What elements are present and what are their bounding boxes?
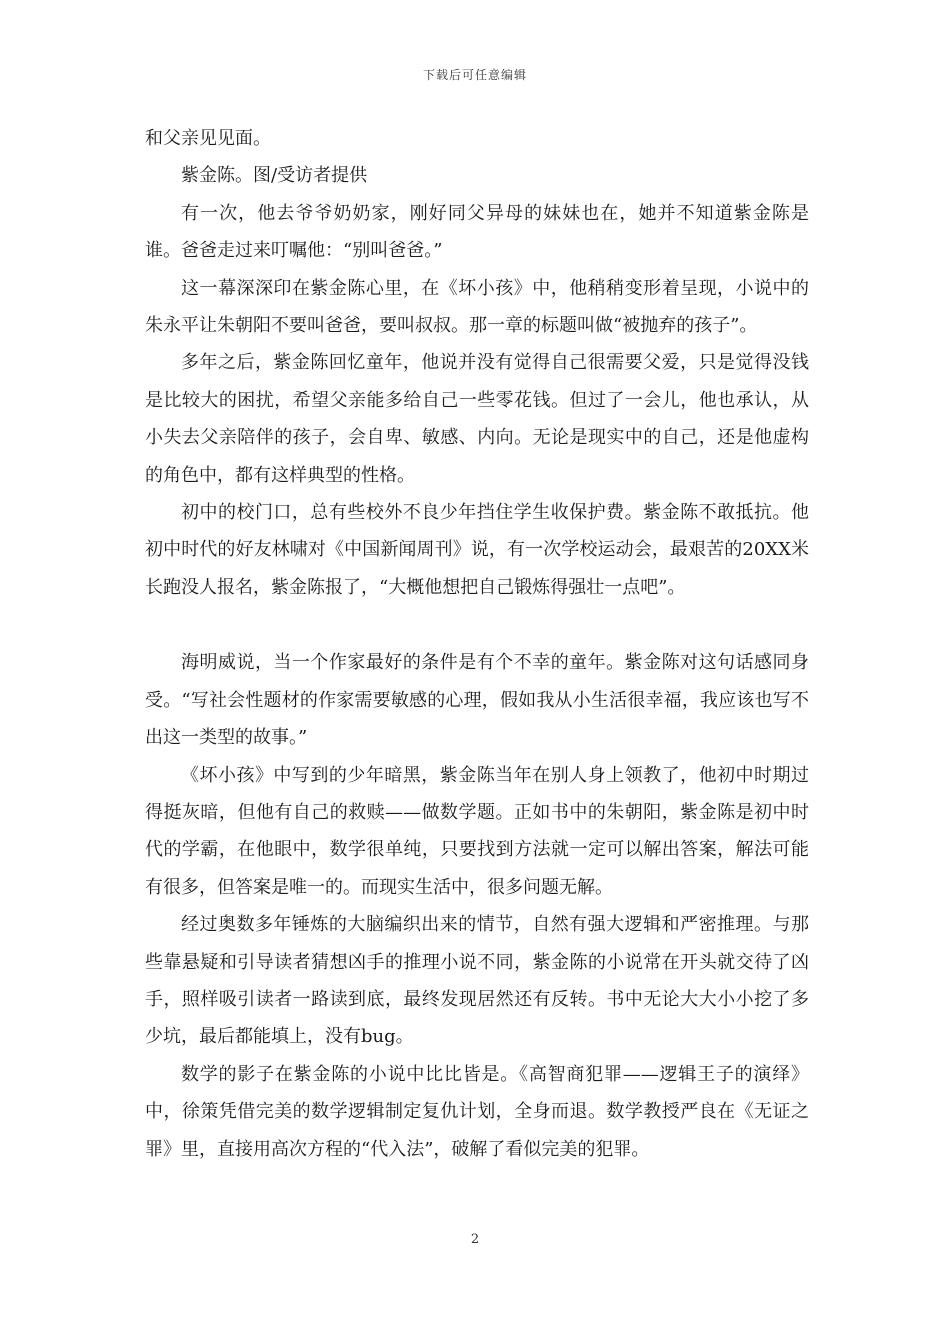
paragraph: 经过奥数多年锤炼的大脑编织出来的情节，自然有强大逻辑和严密推理。与那些靠悬疑和引导读者猜想凶手的推理小说不同，紫金陈的小说常在开头就交待了凶手，照样吸引读者一路读到底，最终发现居然还有反转。书中无论大大小小挖了多少坑，最后都能填上，没有bug。 — [145, 914, 809, 1048]
paragraph: 海明威说，当一个作家最好的条件是有个不幸的童年。紫金陈对这句话感同身受。“写社会性题材的作家需要敏感的心理，假如我从小生活很幸福，我应该也写不出这一类型的故事。” — [145, 652, 809, 749]
paragraph: 和父亲见见面。 — [145, 128, 271, 149]
page-header: 下载后可任意编辑 — [422, 68, 527, 82]
page-number: 2 — [470, 1232, 480, 1247]
photo-caption: 紫金陈。图/受访者提供 — [181, 165, 368, 187]
paragraph: 初中的校门口，总有些校外不良少年挡住学生收保护费。紫金陈不敢抵抗。他初中时代的好友林啸对《中国新闻周刊》说，有一次学校运动会，最艰苦的20XX米长跑没人报名，紫金陈报了，“大概他想把自己锻炼得强壮一点吧”。 — [145, 502, 809, 598]
document-body — [145, 120, 809, 1168]
paragraph: 多年之后，紫金陈回忆童年，他说并没有觉得自己很需要父爱，只是觉得没钱是比较大的困扰，希望父亲能多给自己一些零花钱。但过了一会儿，他也承认，从小失去父亲陪伴的孩子，会自卑、敏感、内向。无论是现实中的自己，还是他虚构的角色中，都有这样典型的性格。 — [145, 352, 809, 486]
paragraph: 《坏小孩》中写到的少年暗黑，紫金陈当年在别人身上领教了，他初中时期过得挺灰暗，但他有自己的救赎——做数学题。正如书中的朱朝阳，紫金陈是初中时代的学霸，在他眼中，数学很单纯，只要找到方法就一定可以解出答案，解法可能有很多，但答案是唯一的。而现实生活中，很多问题无解。 — [145, 764, 809, 898]
paragraph: 有一次，他去爷爷奶奶家，刚好同父异母的妹妹也在，她并不知道紫金陈是谁。爸爸走过来叮嘱他：“别叫爸爸。” — [145, 202, 809, 262]
paragraph: 这一幕深深印在紫金陈心里，在《坏小孩》中，他稍稍变形着呈现，小说中的朱永平让朱朝阳不要叫爸爸，要叫叔叔。那一章的标题叫做“被抛弃的孩子”。 — [145, 277, 809, 337]
paragraph: 数学的影子在紫金陈的小说中比比皆是。《高智商犯罪——逻辑王子的演绎》中，徐策凭借完美的数学逻辑制定复仇计划，全身而退。数学教授严良在《无证之罪》里，直接用高次方程的“代入法”，破解了看似完美的犯罪。 — [145, 1063, 809, 1160]
